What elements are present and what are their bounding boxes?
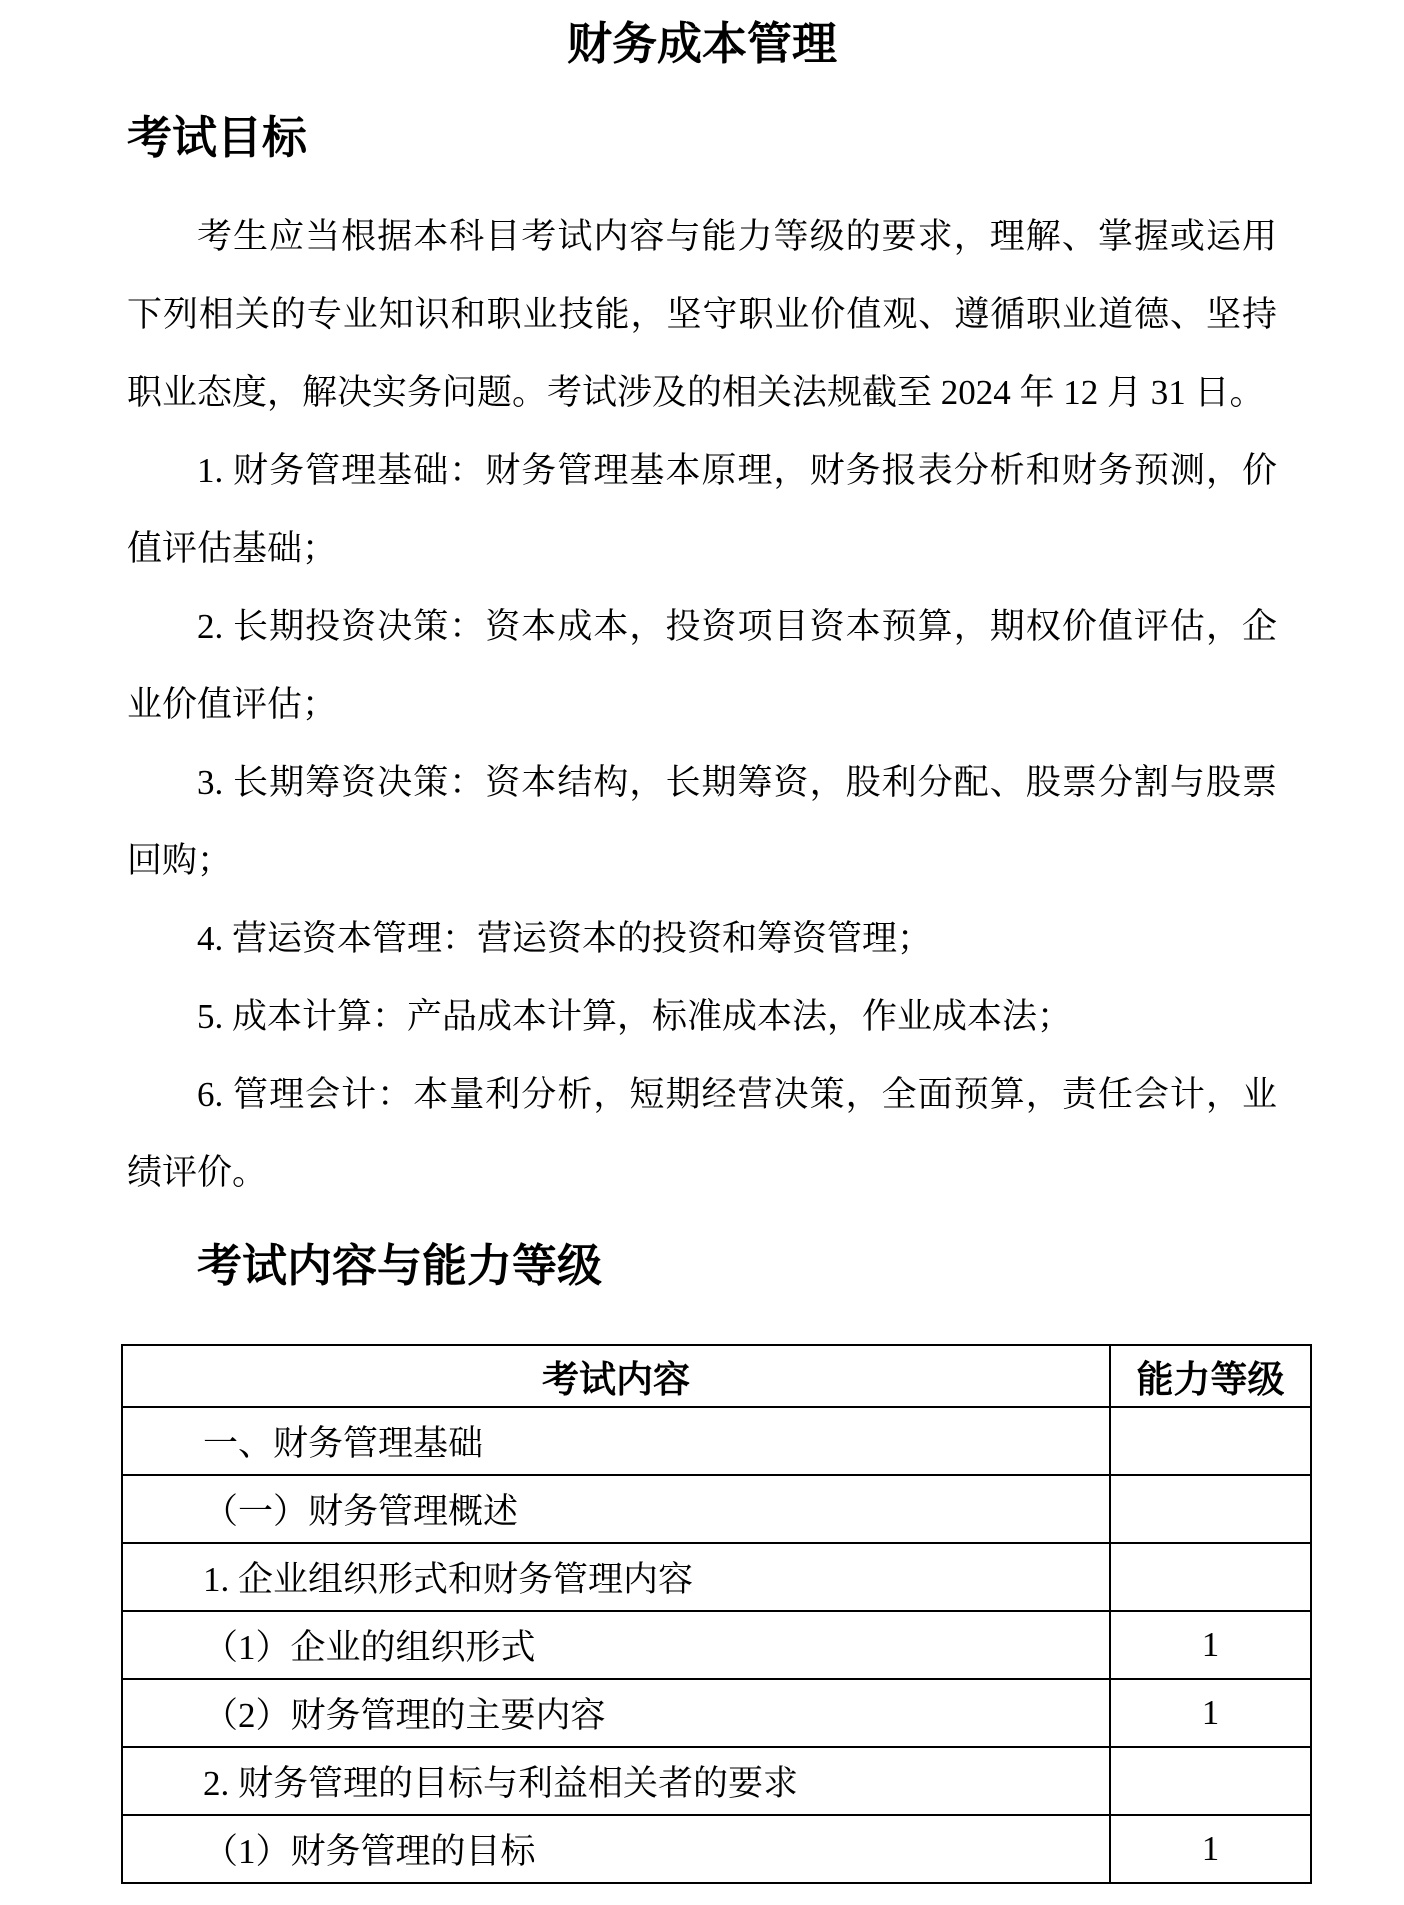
table-row [122, 1815, 1311, 1883]
table-row [122, 1747, 1311, 1815]
table-row [122, 1407, 1311, 1475]
objectives-item-2: 2. 长期投资决策：资本成本，投资项目资本预算，期权价值评估，企业价值评估； [127, 607, 1277, 724]
document-title: 财务成本管理 [566, 19, 837, 69]
exam-objectives-heading: 考试目标 [127, 112, 308, 163]
column-header-ability-level: 能力等级 [1110, 1345, 1311, 1407]
exam-content-table [121, 1344, 1312, 1884]
objectives-intro-paragraph: 考生应当根据本科目考试内容与能力等级的要求，理解、掌握或运用下列相关的专业知识和职业技能，坚守职业价值观、遵循职业道德、坚持职业态度，解决实务问题。考试涉及的相关法规截至 2024 年 12 月 31 日。 [127, 217, 1277, 412]
row-content: 2. 财务管理的目标与利益相关者的要求 [122, 1747, 1110, 1815]
objectives-item-4: 4. 营运资本管理：营运资本的投资和筹资管理； [197, 919, 933, 958]
row-level [1110, 1543, 1311, 1611]
row-level [1110, 1407, 1311, 1475]
row-content: （1）企业的组织形式 [122, 1611, 1110, 1679]
row-level [1110, 1747, 1311, 1815]
row-content: （2）财务管理的主要内容 [122, 1679, 1110, 1747]
table-header-row [122, 1345, 1311, 1407]
row-level: 1 [1110, 1611, 1311, 1679]
row-content: （一）财务管理概述 [122, 1475, 1110, 1543]
row-level [1110, 1475, 1311, 1543]
row-content: （1）财务管理的目标 [122, 1815, 1110, 1883]
table-row [122, 1679, 1311, 1747]
table-row [122, 1475, 1311, 1543]
table-row [122, 1611, 1311, 1679]
row-level: 1 [1110, 1679, 1311, 1747]
table-row [122, 1543, 1311, 1611]
column-header-exam-content: 考试内容 [122, 1345, 1110, 1407]
objectives-item-5: 5. 成本计算：产品成本计算，标准成本法，作业成本法； [197, 997, 1073, 1036]
objectives-item-1: 1. 财务管理基础：财务管理基本原理，财务报表分析和财务预测，价值评估基础； [127, 451, 1277, 568]
row-content: 一、财务管理基础 [122, 1407, 1110, 1475]
objectives-item-3: 3. 长期筹资决策：资本结构，长期筹资，股利分配、股票分割与股票回购； [127, 763, 1277, 880]
row-content: 1. 企业组织形式和财务管理内容 [122, 1543, 1110, 1611]
exam-objectives-body [127, 198, 1277, 1212]
objectives-item-6: 6. 管理会计：本量利分析，短期经营决策，全面预算，责任会计，业绩评价。 [127, 1075, 1277, 1192]
exam-content-heading: 考试内容与能力等级 [197, 1240, 603, 1291]
row-level: 1 [1110, 1815, 1311, 1883]
